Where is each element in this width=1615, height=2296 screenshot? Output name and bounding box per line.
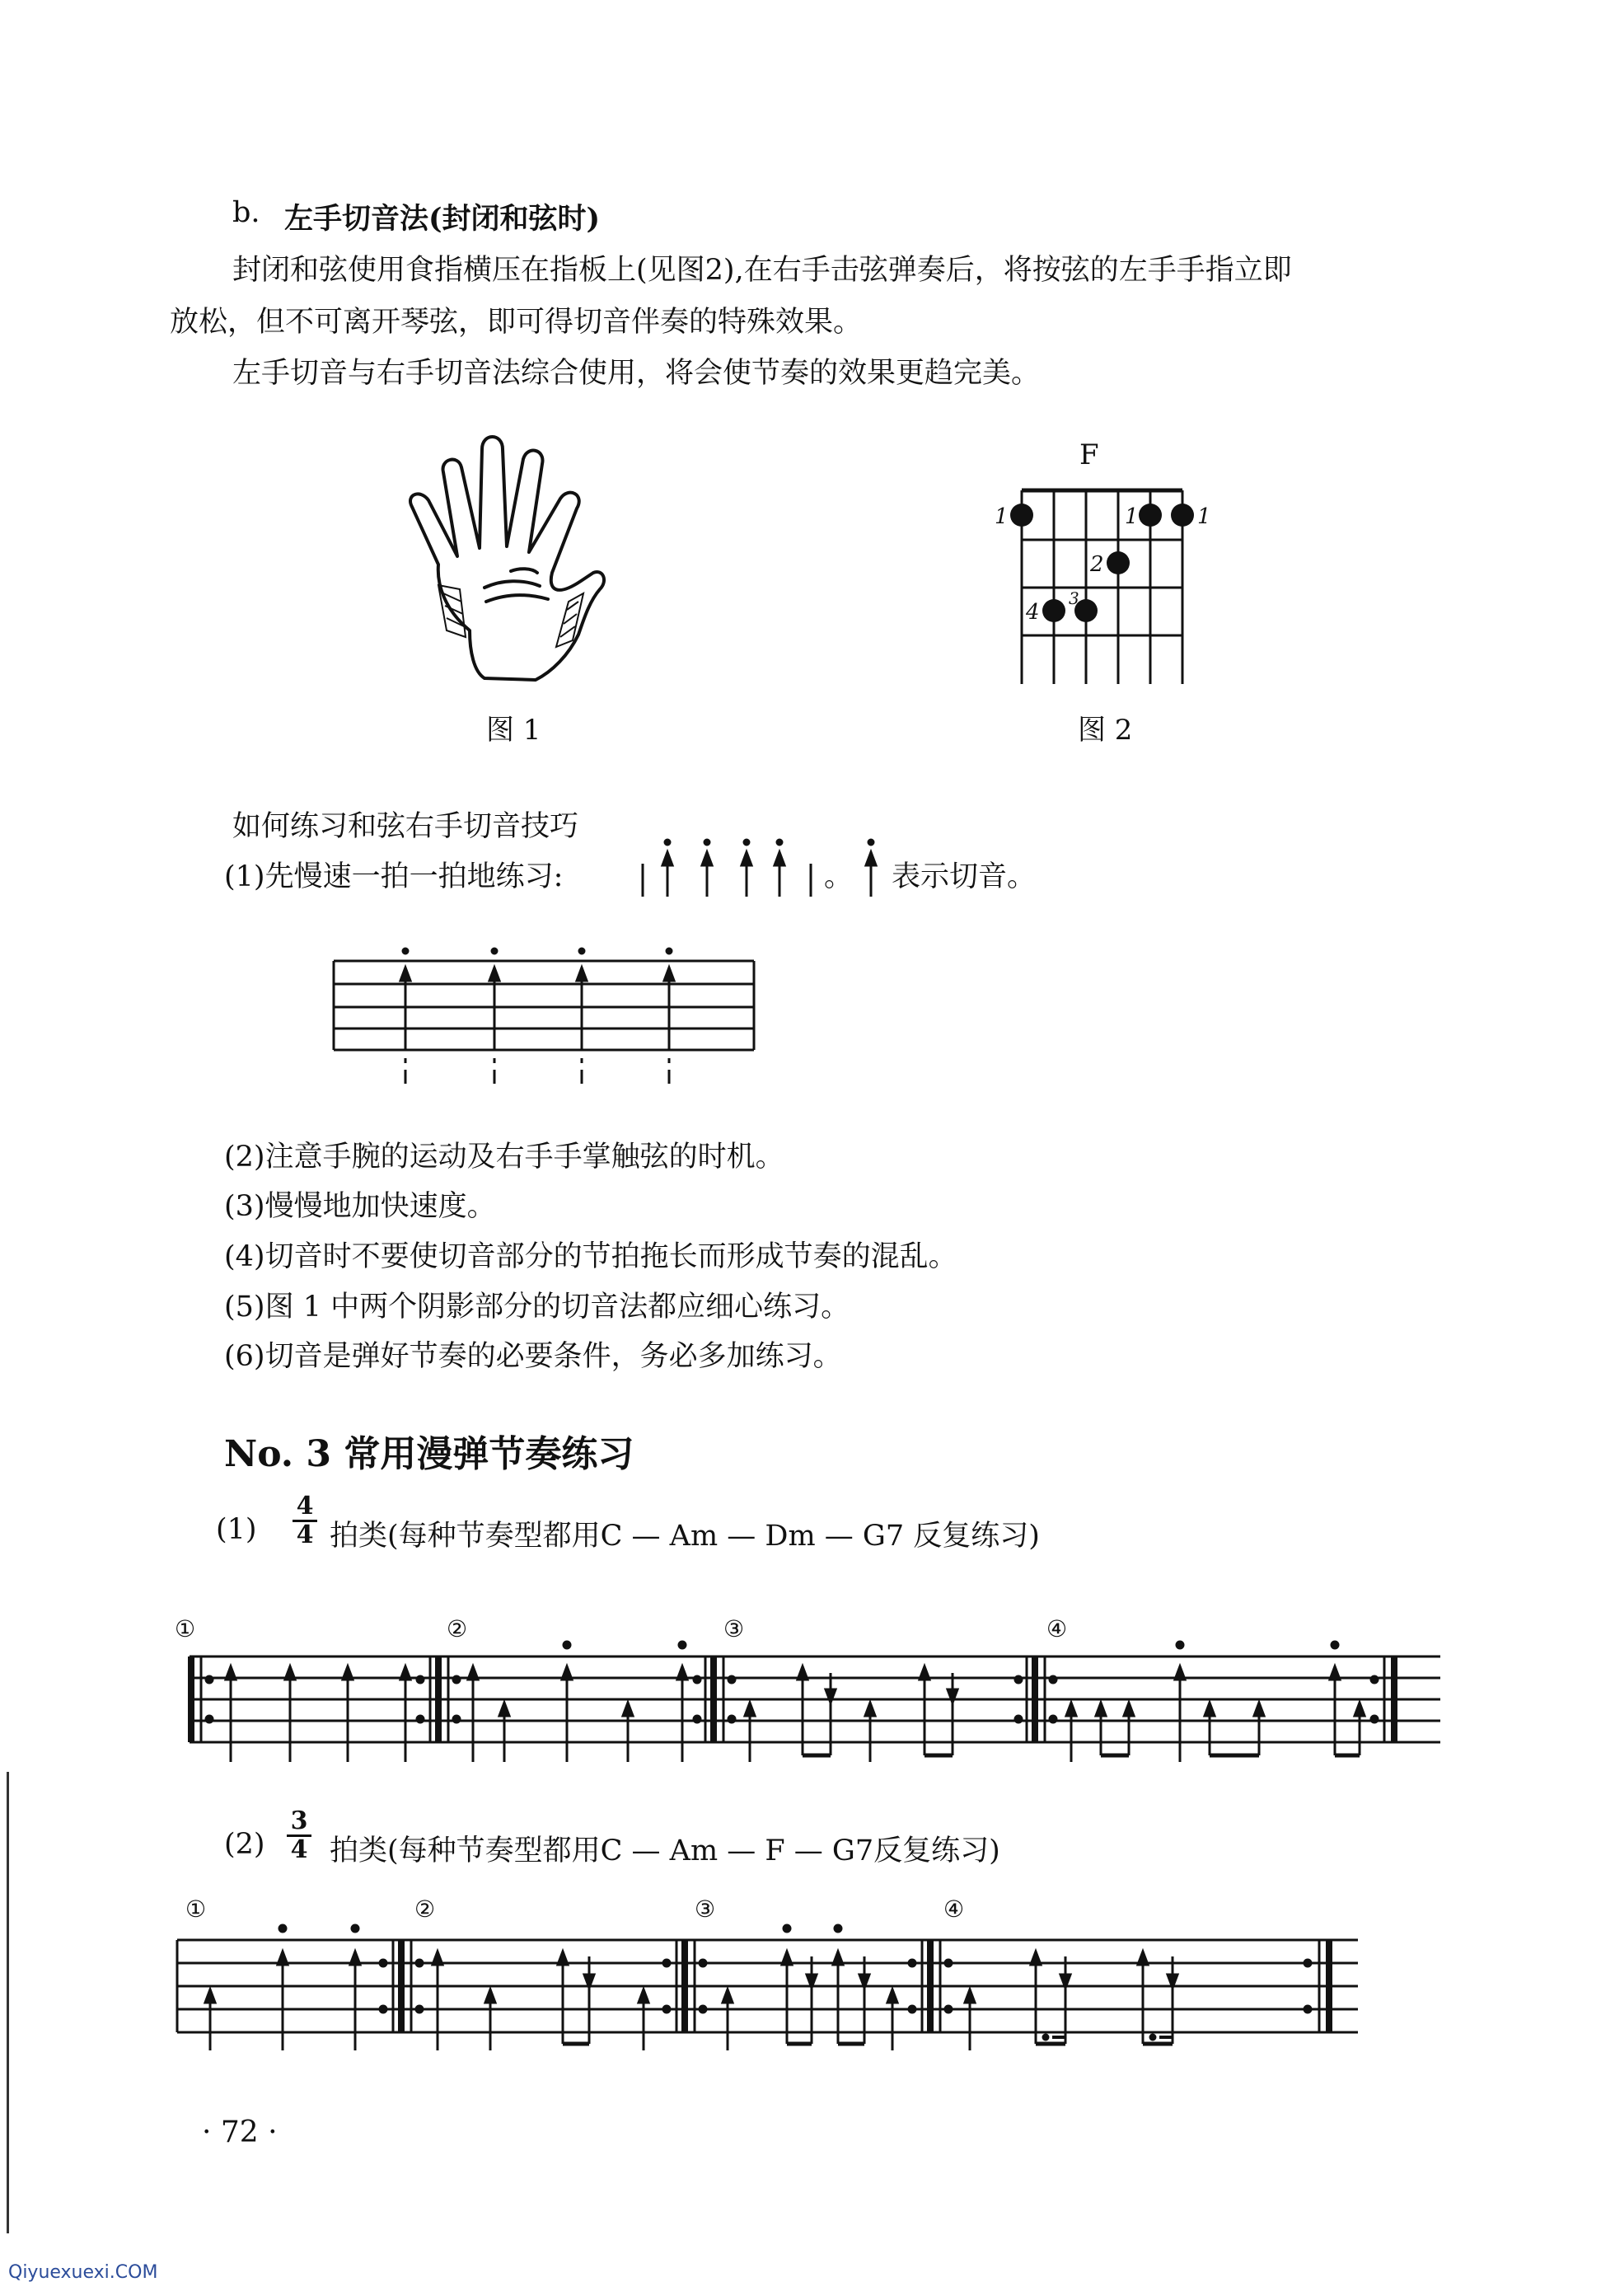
practice-step: (4)切音时不要使切音部分的节拍拖长而形成节奏的混乱。 [224, 1240, 957, 1273]
finger-label: 1 [995, 504, 1009, 529]
paragraph-line: 放松，但不可离开琴弦，即可得切音伴奏的特殊效果。 [170, 306, 863, 339]
sub2-number: (2) [224, 1828, 265, 1861]
sub2-time-signature [287, 1808, 311, 1863]
practice-title: 如何练习和弦右手切音技巧 [232, 810, 579, 843]
sub1-text: 拍类(每种节奏型都用C — Am — Dm — G7 反复练习) [330, 1520, 1040, 1553]
chord-name: F [1079, 438, 1099, 471]
sub2-text: 拍类(每种节奏型都用C — Am — F — G7反复练习) [330, 1834, 1000, 1867]
sub1-number: (1) [216, 1513, 257, 1546]
exercise-staff-1 [173, 1615, 1442, 1764]
pattern-marker: ① [185, 1895, 207, 1923]
ts-bottom: 4 [290, 1835, 308, 1864]
paragraph-line: 封闭和弦使用食指横压在指板上(见图2),在右手击弦弹奏后，将按弦的左手手指立即 [232, 254, 1292, 287]
section-heading: 左手切音法(封闭和弦时) [284, 202, 601, 236]
finger-dot [1171, 504, 1194, 527]
finger-dot [1107, 551, 1130, 574]
ts-top: 4 [296, 1492, 314, 1521]
paragraph-line: 左手切音与右手切音法综合使用，将会使节奏的效果更趋完美。 [232, 357, 1041, 390]
pattern-marker: ④ [943, 1895, 965, 1923]
pattern-marker: ③ [723, 1615, 745, 1642]
finger-label: 1 [1125, 504, 1139, 529]
figure-1-caption: 图 1 [486, 714, 541, 747]
practice-step: (2)注意手腕的运动及右手手掌触弦的时机。 [224, 1141, 784, 1174]
pattern-marker: ④ [1046, 1615, 1068, 1642]
pattern-marker: ① [175, 1615, 196, 1642]
hand-illustration [387, 424, 651, 688]
practice-step: (5)图 1 中两个阴影部分的切音法都应细心练习。 [224, 1291, 850, 1324]
sub1-time-signature [293, 1493, 317, 1549]
chord-diagram-f [985, 482, 1211, 696]
watermark [8, 2262, 157, 2283]
strum-notation [634, 832, 824, 898]
finger-label: 4 [1026, 600, 1040, 625]
finger-dot [1042, 599, 1065, 622]
practice-period: 。 [824, 860, 854, 893]
exercise-staff-2 [177, 1895, 1364, 2052]
practice-staff [330, 948, 758, 1096]
finger-label: 2 [1090, 552, 1104, 577]
muted-strum-symbol [861, 832, 881, 898]
practice-step: (3)慢慢地加快速度。 [224, 1190, 496, 1223]
practice-step: (6)切音是弹好节奏的必要条件，务必多加练习。 [224, 1340, 842, 1373]
finger-dot [1010, 504, 1033, 527]
watermark-text: Qiyuexuexi.COM [8, 2262, 158, 2283]
finger-dot [1139, 504, 1162, 527]
practice-step: (1)先慢速一拍一拍地练习: [224, 860, 564, 893]
pattern-marker: ② [447, 1615, 468, 1642]
pattern-marker: ② [414, 1895, 436, 1923]
finger-label: 1 [1197, 504, 1211, 529]
finger-label: 3 [1069, 588, 1079, 608]
ts-bottom: 4 [296, 1521, 314, 1549]
section-marker: b. [232, 196, 260, 229]
margin-scan-line [7, 1772, 9, 2233]
no3-heading: No. 3 常用漫弹节奏练习 [224, 1433, 634, 1475]
page-number: · 72 · [202, 2116, 278, 2149]
pattern-marker: ③ [695, 1895, 716, 1923]
practice-explain: 表示切音。 [892, 860, 1037, 893]
ts-top: 3 [290, 1806, 308, 1835]
figure-2-caption: 图 2 [1078, 714, 1133, 747]
